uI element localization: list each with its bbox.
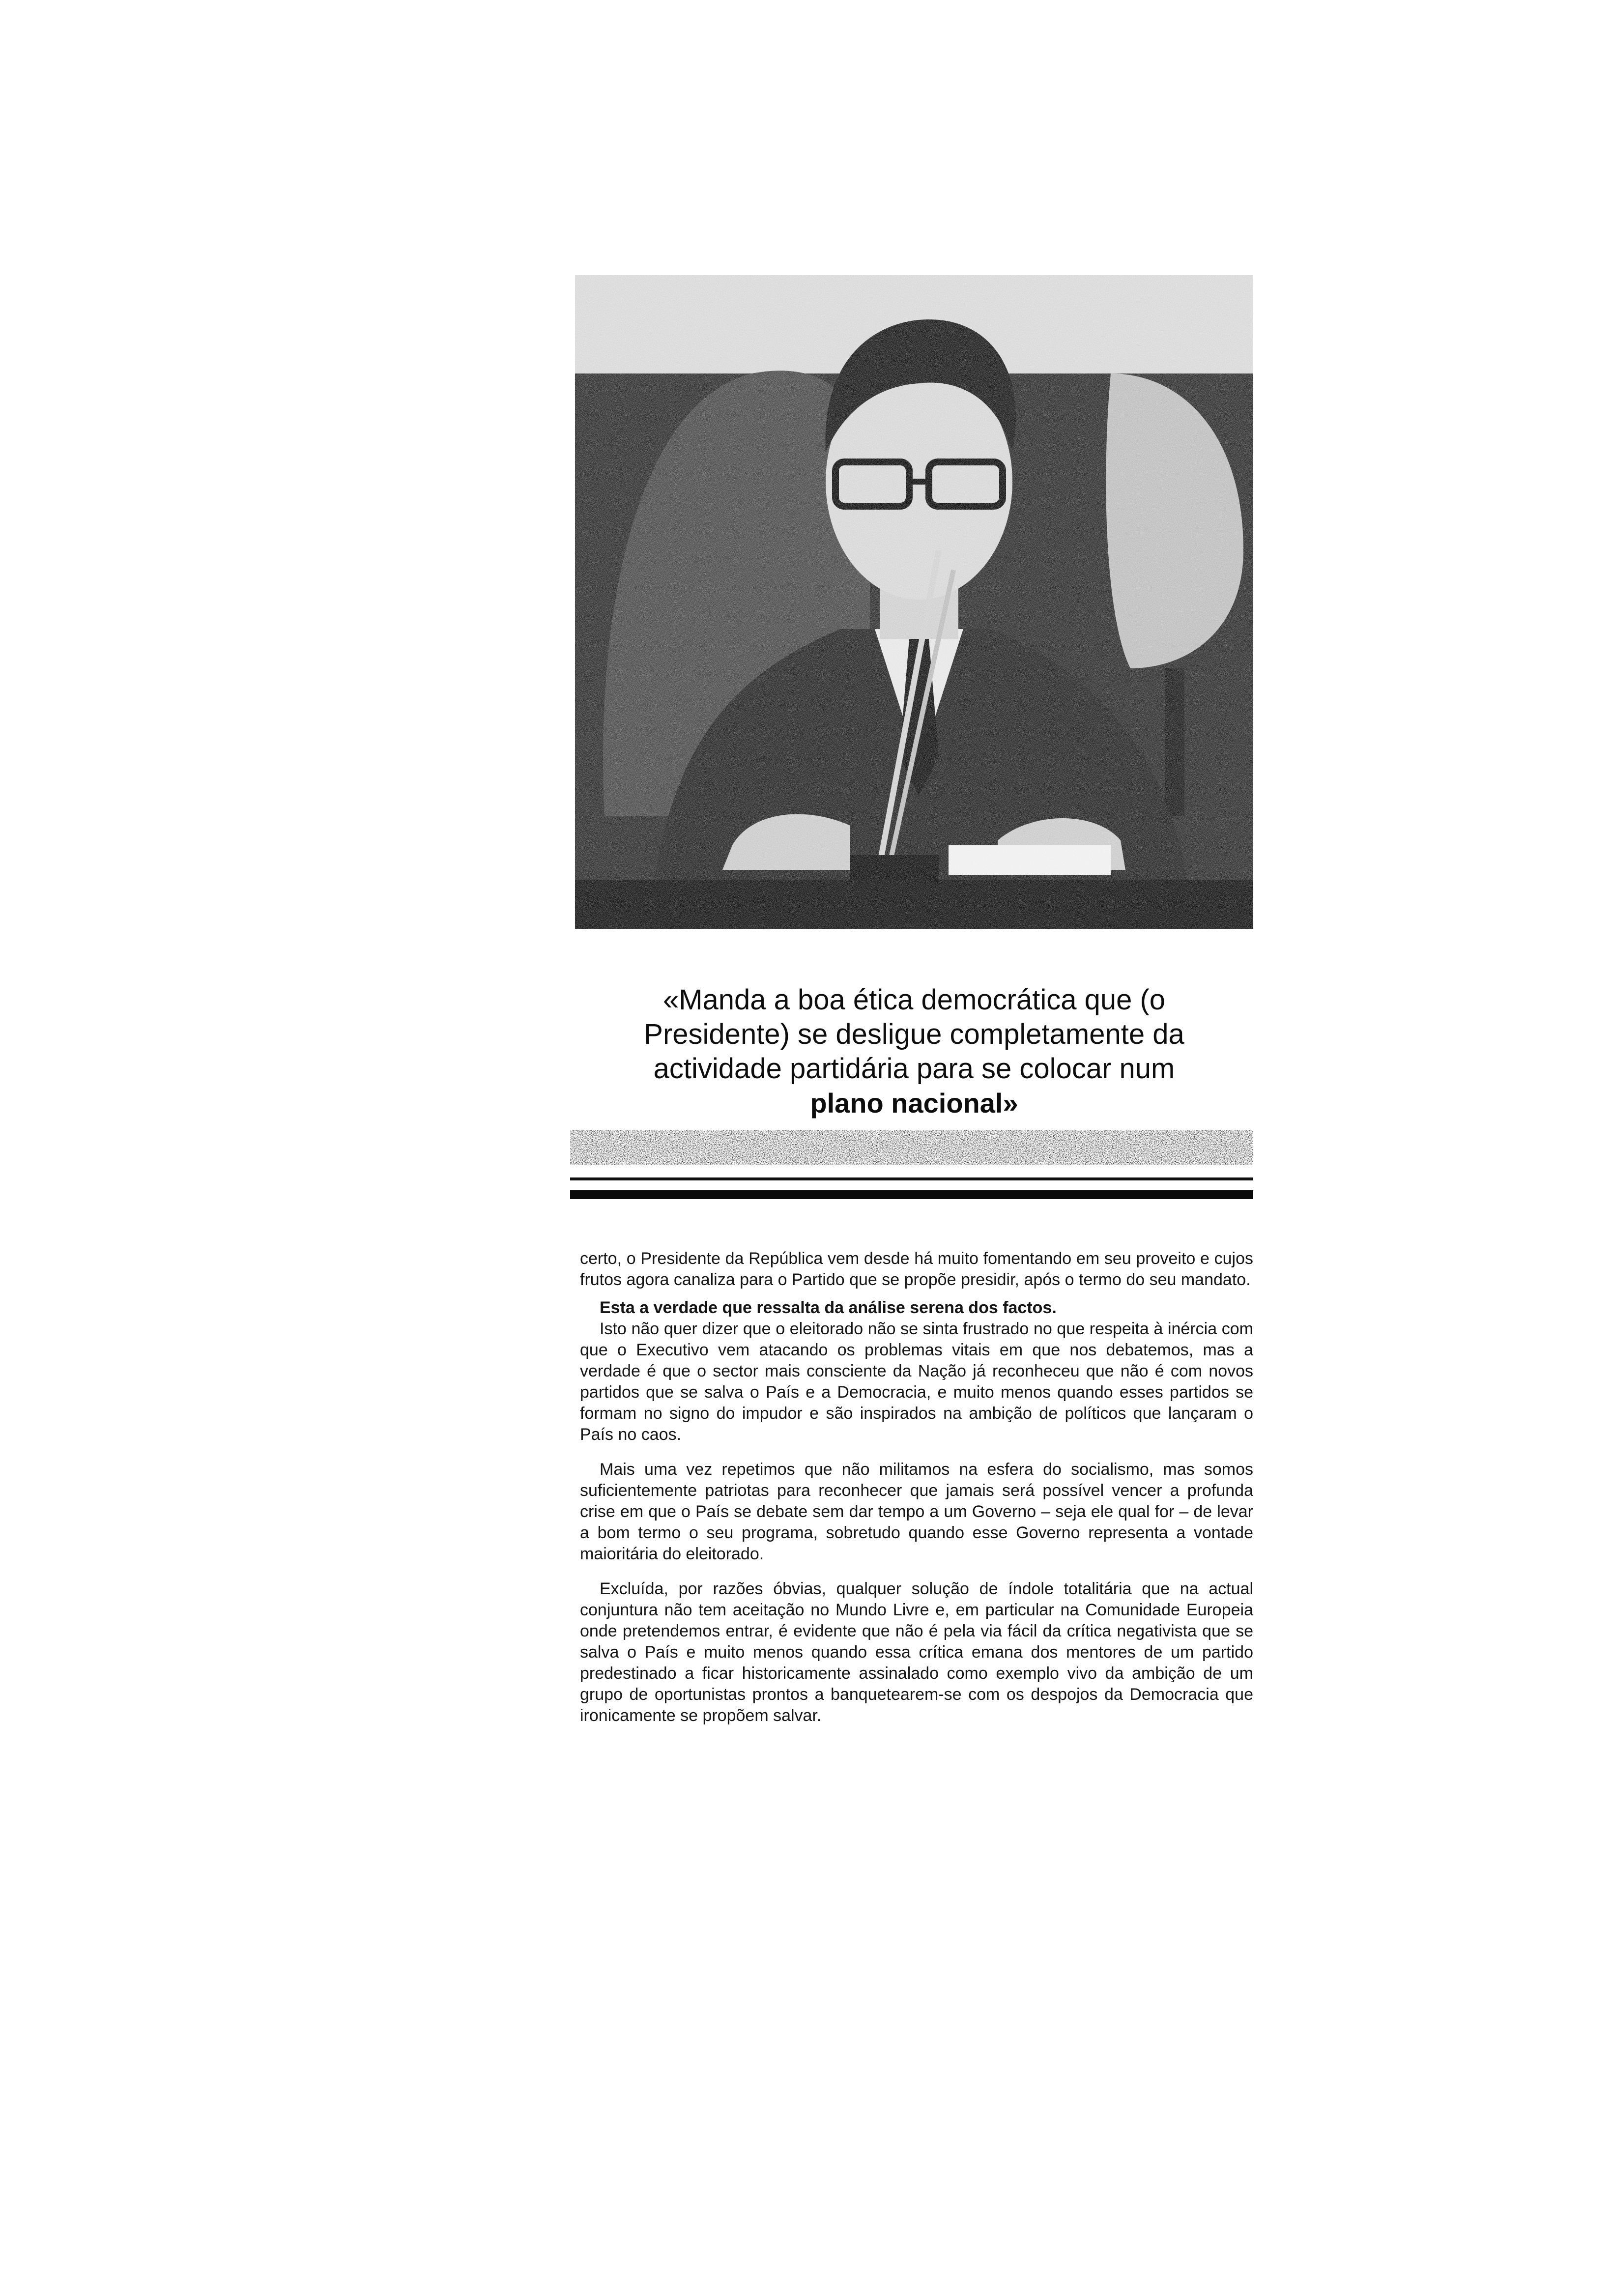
article-paragraph: Isto não quer dizer que o eleitorado não se sinta frustrado no que respeita à inércia com que o Executivo vem atacando os problemas vitais em que nos debatemos, mas a verdade é que o sector mais consciente da Nação já reconheceu que não é com novos partidos que se salva o País e a Democracia, e muito menos quando esses partidos se formam no signo do impudor e são inspirados na ambição de políticos que lançaram o País no caos. — [580, 1320, 1253, 1444]
pull-quote-line: actividade partidária para se colocar num — [653, 1053, 1175, 1085]
article-paragraph: Excluída, por razões óbvias, qualquer solução de índole totalitária que na actual conjuntura não tem aceitação no Mundo Livre e, em particular na Comunidade Europeia onde pretendemos entrar, é evidente que não é pela via fácil da crítica negativista que se salva o País e muito menos quando essa crítica emana dos mentores de um partido predestinado a ficar historicamente assinalado como exemplo vivo da ambição de um grupo de oportunistas prontos a banquetearem-se com os despojos da Democracia que ironicamente se propõem salvar. — [580, 1579, 1253, 1725]
divider-rule — [570, 1177, 1253, 1180]
divider-rule-thick — [570, 1190, 1253, 1199]
article-paragraph: certo, o Presidente da República vem desde há muito fomentando em seu proveito e cujos frutos agora canaliza para o Partido que se propõe presidir, após o termo do seu mandato. — [580, 1249, 1253, 1289]
photo-illustration — [575, 275, 1253, 929]
pull-quote-line: plano nacional» — [810, 1088, 1018, 1119]
man-at-desk-photo-icon — [575, 275, 1253, 929]
article-paragraph: Mais uma vez repetimos que não militamos na esfera do socialismo, mas somos suficientemente patriotas para reconhecer que jamais será possível vencer a profunda crise em que o País se debate sem dar tempo a um Governo – seja ele qual for – de levar a bom termo o seu programa, sobretudo quando esse Governo representa a vontade maioritária do eleitorado. — [580, 1460, 1253, 1563]
pull-quote — [590, 983, 1238, 1120]
pull-quote-line: «Manda a boa ética democrática que (o — [662, 984, 1166, 1016]
pull-quote-line: Presidente) se desligue completamente da — [644, 1018, 1184, 1050]
print-noise-band — [570, 1130, 1253, 1165]
article-body — [580, 1248, 1253, 1740]
article-paragraph: Esta a verdade que ressalta da análise serena dos factos. — [600, 1298, 1057, 1317]
newspaper-clipping — [570, 275, 1258, 1966]
